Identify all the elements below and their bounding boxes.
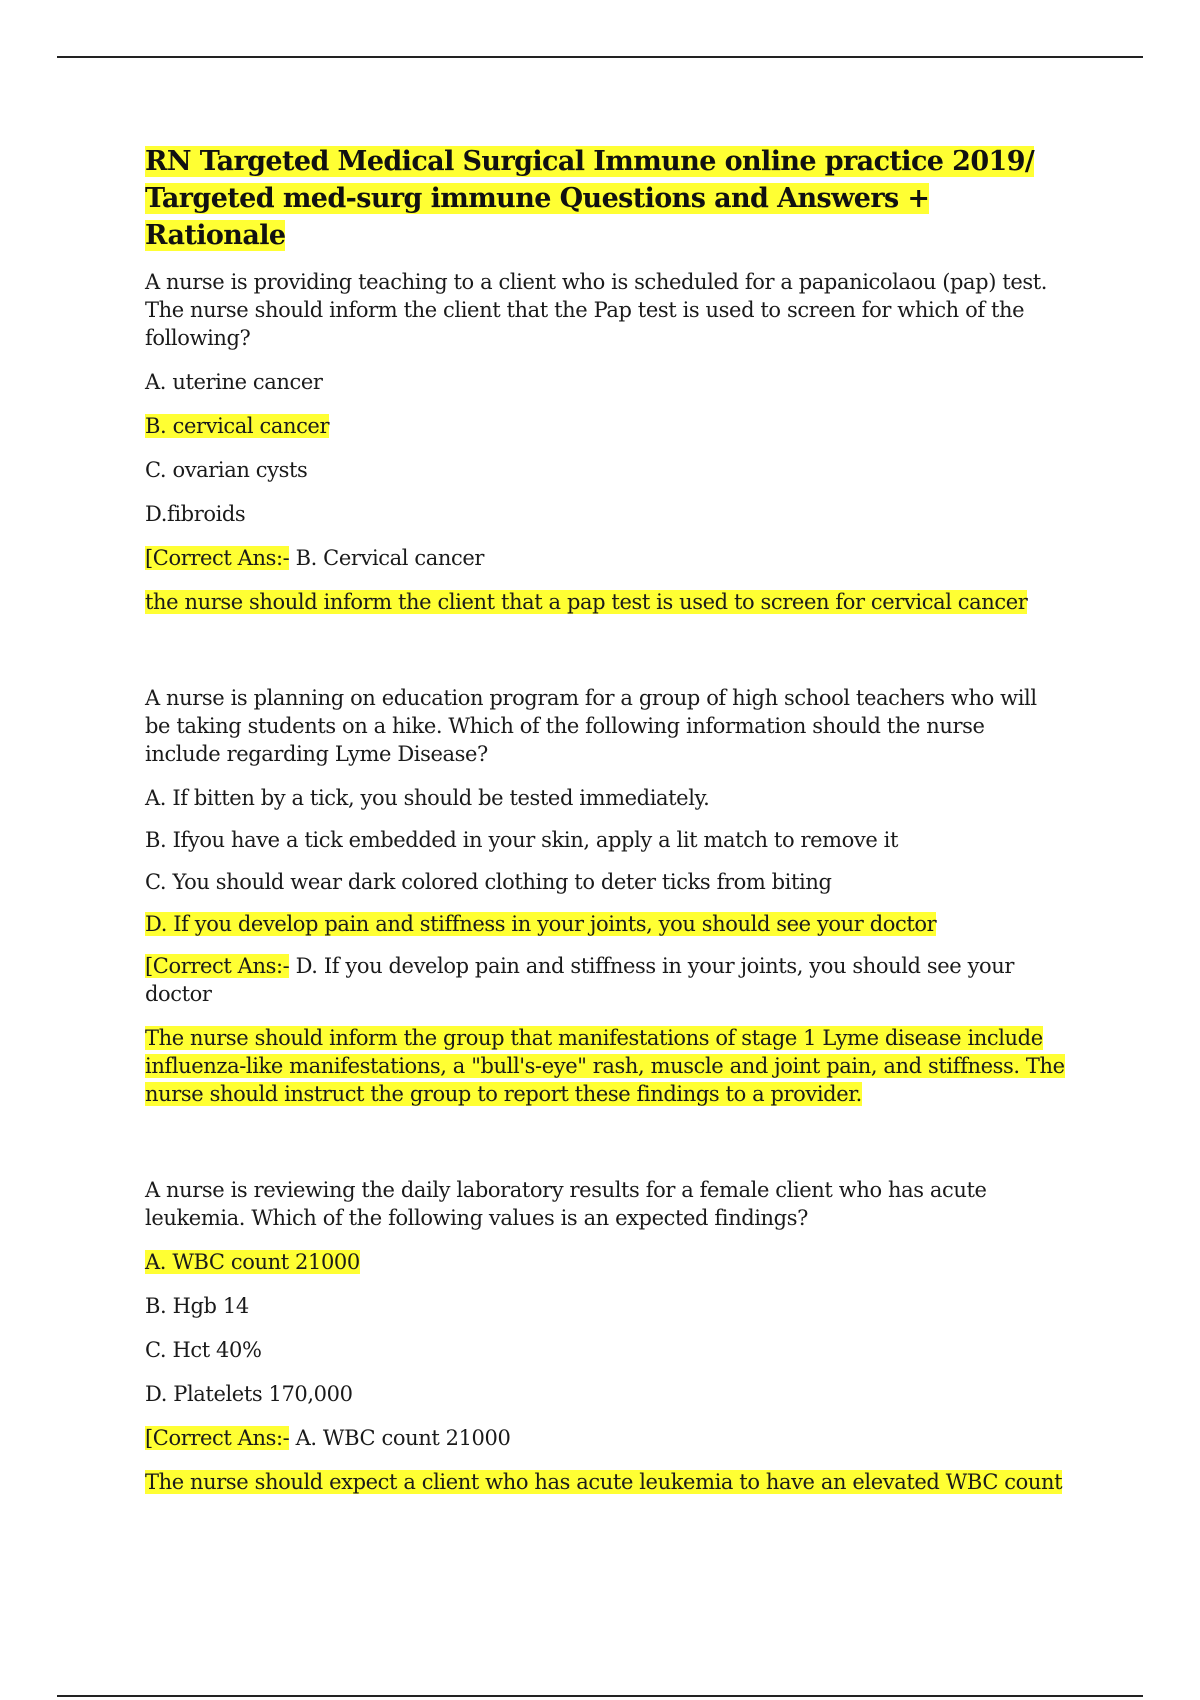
top-rule — [57, 56, 1143, 58]
question-block-1 — [145, 268, 1065, 616]
option-c — [145, 1336, 1065, 1364]
answer-prefix: [Correct Ans:- — [145, 1426, 290, 1450]
rationale — [145, 1024, 1065, 1108]
answer-prefix: [Correct Ans:- — [145, 954, 290, 978]
document-title — [145, 143, 1065, 254]
option-a — [145, 368, 1065, 396]
option-text: C. Hct 40% — [145, 1338, 262, 1362]
answer-text: A. WBC count 21000 — [289, 1426, 511, 1450]
option-text: A. If bitten by a tick, you should be tested immediately. — [145, 786, 710, 810]
option-text: C. You should wear dark colored clothing to deter ticks from biting — [145, 870, 832, 894]
option-text: B. Hgb 14 — [145, 1294, 249, 1318]
answer-text: B. Cervical cancer — [289, 546, 485, 570]
option-c — [145, 868, 1065, 896]
correct-answer — [145, 1424, 1065, 1452]
rationale-text: The nurse should inform the group that manifestations of stage 1 Lyme disease include influenza-like manifestations, a "bull's-eye" rash, muscle and joint pain, and stiffness. The nurse should instruct the group to report these findings to a provider. — [145, 1026, 1065, 1106]
rationale — [145, 588, 1065, 616]
option-d — [145, 1380, 1065, 1408]
document-body — [145, 143, 1065, 1512]
option-text: D.fibroids — [145, 502, 246, 526]
option-b — [145, 1292, 1065, 1320]
option-text: D. Platelets 170,000 — [145, 1382, 353, 1406]
answer-prefix: [Correct Ans:- — [145, 546, 290, 570]
option-a — [145, 784, 1065, 812]
option-b — [145, 826, 1065, 854]
question-stem: A nurse is providing teaching to a client who is scheduled for a papanicolaou (pap) test. The nurse should inform the client that the Pap test is used to screen for which of the following? — [145, 270, 1048, 350]
correct-answer — [145, 544, 1065, 572]
option-d-correct — [145, 910, 1065, 938]
option-text: C. ovarian cysts — [145, 458, 308, 482]
option-b-correct — [145, 412, 1065, 440]
question-block-2 — [145, 684, 1065, 1108]
answer-text: D. If you develop pain and stiffness in your joints, you should see your doctor — [145, 954, 1015, 1006]
option-a-correct — [145, 1248, 1065, 1276]
rationale-text: The nurse should expect a client who has acute leukemia to have an elevated WBC count — [145, 1470, 1063, 1494]
question-stem: A nurse is reviewing the daily laboratory results for a female client who has acute leukemia. Which of the following values is an expected findings? — [145, 1178, 987, 1230]
question-stem: A nurse is planning on education program for a group of high school teachers who will be taking students on a hike. Which of the following information should the nurse include regarding Lyme Disease? — [145, 686, 1037, 766]
rationale-text: the nurse should inform the client that a pap test is used to screen for cervical cancer — [145, 590, 1028, 614]
option-text: A. uterine cancer — [145, 370, 323, 394]
option-text: A. WBC count 21000 — [145, 1250, 360, 1274]
title-line-1: RN Targeted Medical Surgical Immune online practice 2019/ — [145, 146, 1035, 177]
correct-answer — [145, 952, 1065, 1008]
question-block-3 — [145, 1176, 1065, 1496]
bottom-rule — [57, 1695, 1143, 1697]
option-c — [145, 456, 1065, 484]
option-text: B. cervical cancer — [145, 414, 330, 438]
option-d — [145, 500, 1065, 528]
rationale — [145, 1468, 1065, 1496]
spacer — [145, 1124, 1065, 1176]
spacer — [145, 632, 1065, 684]
option-text: D. If you develop pain and stiffness in your joints, you should see your doctor — [145, 912, 937, 936]
title-line-2: Targeted med-surg immune Questions and Answers + Rationale — [145, 183, 930, 251]
option-text: B. Ifyou have a tick embedded in your skin, apply a lit match to remove it — [145, 828, 899, 852]
